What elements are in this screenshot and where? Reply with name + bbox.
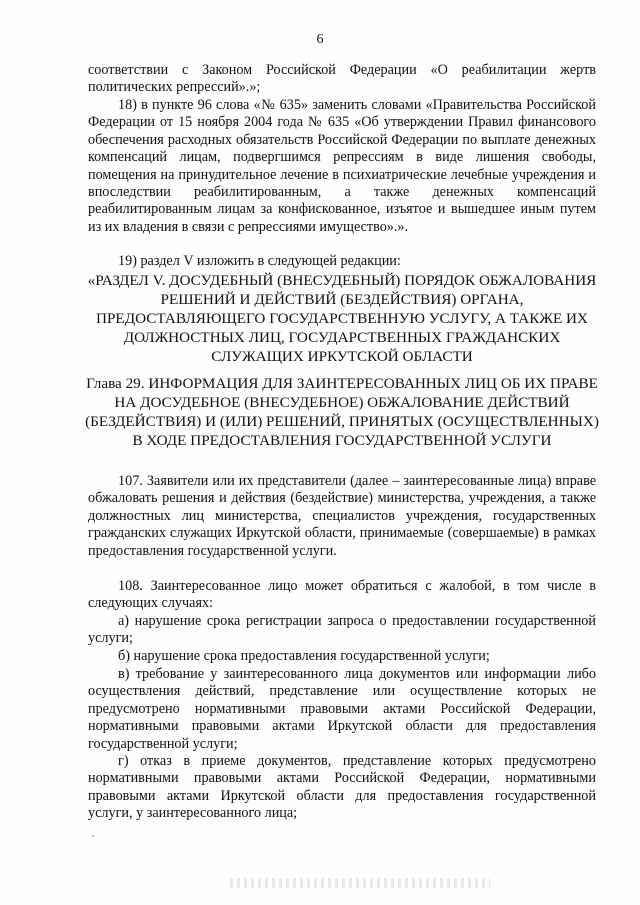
- chapter-heading: Глава 29. ИНФОРМАЦИЯ ДЛЯ ЗАИНТЕРЕСОВАННЫХ ЛИЦ ОБ ИХ ПРАВЕ НА ДОСУДЕБНОЕ (ВНЕСУДЕБНОЕ) ОБЖАЛОВАНИЕ ДЕЙСТВИЙ (БЕЗДЕЙСТВИЯ) И (ИЛИ) РЕШЕНИЙ, ПРИНЯТЫХ (ОСУЩЕСТВЛЕННЫХ) В ХОДЕ ПРЕДОСТАВЛЕНИЯ ГОСУДАРСТВЕННОЙ УСЛУГИ: [85, 375, 599, 449]
- page-number: 6: [316, 32, 324, 47]
- paragraph-18: 18) в пункте 96 слова «№ 635» заменить словами «Правительства Российской Федерации от 15 ноября 2004 года № 635 «Об утверждении Правил финансового обеспечения расходных обязательств Российской Федерации по выплате денежных компенсаций лицам, подвергшимся репрессиям в виде лишения свободы, помещения на принудительное лечение в психиатрические лечебные учреждения и впоследствии реабилитированным, а также денежных компенсаций реабилитированным лицам за конфискованное, изъятое и вышедшее иным путем из их владения в связи с репрессиями имущество».».: [88, 97, 596, 235]
- paragraph-108: 108. Заинтересованное лицо может обратиться с жалобой, в том числе в следующих случаях:: [88, 578, 596, 612]
- paragraph-19: 19) раздел V изложить в следующей редакции:: [118, 253, 401, 269]
- section-heading: «РАЗДЕЛ V. ДОСУДЕБНЫЙ (ВНЕСУДЕБНЫЙ) ПОРЯДОК ОБЖАЛОВАНИЯ РЕШЕНИЙ И ДЕЙСТВИЙ (БЕЗДЕЙСТВИЯ) ОРГАНА, ПРЕДОСТАВЛЯЮЩЕГО ГОСУДАРСТВЕННУЮ УСЛУГУ, А ТАКЖЕ ИХ ДОЛЖНОСТНЫХ ЛИЦ, ГОСУДАРСТВЕННЫХ ГРАЖДАНСКИХ СЛУЖАЩИХ ИРКУТСКОЙ ОБЛАСТИ: [87, 272, 597, 365]
- item-c: в) требование у заинтересованного лица документов или информации либо осуществления действий, представление или осуществление которых не предусмотрено нормативными правовыми актами Российской Федерации, нормативными правовыми актами Иркутской области для предоставления государственной услуги;: [88, 666, 596, 752]
- paragraph-intro: соответствии с Законом Российской Федерации «О реабилитации жертв политических репрессий».»;: [88, 62, 596, 96]
- scan-speck: [92, 835, 94, 837]
- paragraph-107: 107. Заявители или их представители (далее – заинтересованные лица) вправе обжаловать решения и действия (бездействие) министерства, учреждения, а также должностных лиц министерства, специалистов учреждения, государственных гражданских служащих Иркутской области, принимаемые (совершаемые) в рамках предоставления государственной услуги.: [88, 473, 596, 559]
- item-a: а) нарушение срока регистрации запроса о предоставлении государственной услуги;: [88, 613, 596, 647]
- item-b: б) нарушение срока предоставления государственной услуги;: [118, 648, 490, 664]
- item-d: г) отказ в приеме документов, представление которых предусмотрено нормативными правовыми актами Российской Федерации, нормативными правовыми актами Иркутской области для предоставления государственной услуги, у заинтересованного лица;: [88, 753, 596, 822]
- scan-noise-strip: [230, 878, 490, 888]
